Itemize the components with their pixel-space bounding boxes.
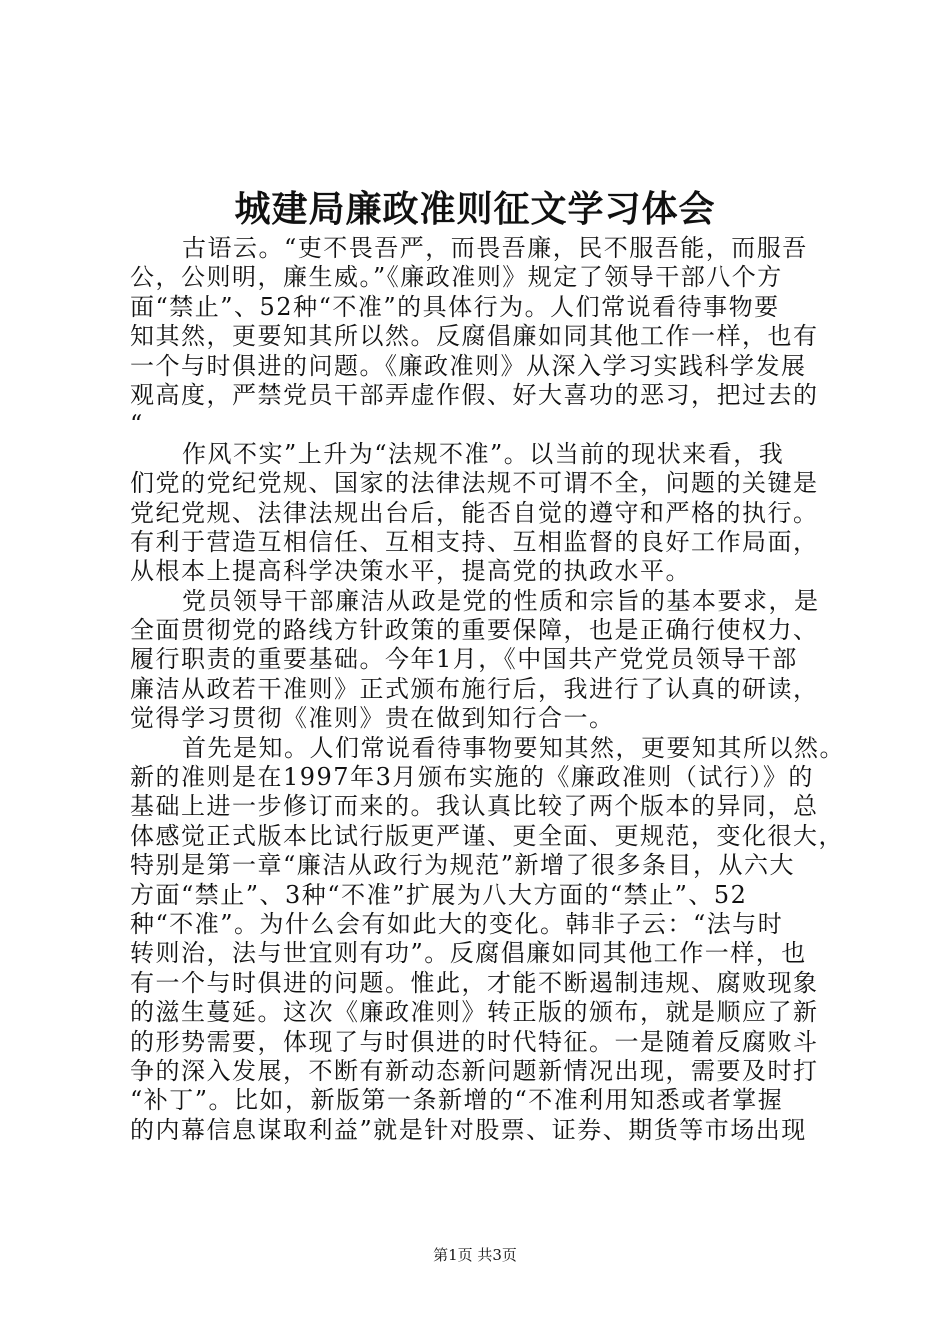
text-line: 首先是知。人们常说看待事物要知其然，更要知其所以然。 [182,733,845,762]
text-line: 党员领导干部廉洁从政是党的性质和宗旨的基本要求，是 [182,586,820,615]
text-line: 们党的党纪党规、国家的法律法规不可谓不全，问题的关键是 [130,469,819,498]
text-line: 觉得学习贯彻《准则》贵在做到知行合一。 [130,704,615,733]
text-line: 履行职责的重要基础。今年1月，《中国共产党党员领导干部 [130,645,798,674]
text-line: 公，公则明，廉生威。”《廉政准则》规定了领导干部八个方 [130,263,783,292]
text-line: 体感觉正式版本比试行版更严谨、更全面、更规范，变化很大， [130,821,844,850]
text-line: 基础上进一步修订而来的。我认真比较了两个版本的异同，总 [130,792,819,821]
text-line: 有利于营造互相信任、互相支持、互相监督的良好工作局面， [130,527,819,556]
text-line: 的形势需要，体现了与时俱进的时代特征。一是随着反腐败斗 [130,1027,819,1056]
text-line: 新的准则是在1997年3月颁布实施的《廉政准则（试行）》的 [130,763,814,792]
text-line: 全面贯彻党的路线方针政策的重要保障，也是正确行使权力、 [130,616,819,645]
text-line: 廉洁从政若干准则》正式颁布施行后，我进行了认真的研读， [130,674,819,703]
text-line: 转则治，法与世宜则有功”。反腐倡廉如同其他工作一样，也 [130,939,807,968]
text-line: 作风不实”上升为“法规不准”。以当前的现状来看，我 [182,439,785,468]
text-line: 党纪党规、法律法规出台后，能否自觉的遵守和严格的执行。 [130,498,819,527]
text-line: 观高度，严禁党员干部弄虚作假、好大喜功的恶习，把过去的 [130,380,819,409]
text-line: 的滋生蔓延。这次《廉政准则》转正版的颁布，就是顺应了新 [130,998,819,1027]
text-line: 有一个与时俱进的问题。惟此，才能不断遏制违规、腐败现象 [130,968,819,997]
text-line: “ [130,410,144,439]
page-number-footer: 第1页 共3页 [433,1246,517,1264]
document-title: 城建局廉政准则征文学习体会 [234,188,716,230]
text-line: 古语云。“吏不畏吾严，而畏吾廉，民不服吾能，而服吾 [182,234,808,262]
text-line: 的内幕信息谋取利益”就是针对股票、证券、期货等市场出现 [130,1115,807,1144]
text-line: 特别是第一章“廉洁从政行为规范”新增了很多条目，从六大 [130,851,796,880]
text-line: 种“不准”。为什么会有如此大的变化。韩非子云：“法与时 [130,909,784,938]
text-line: 从根本上提高科学决策水平，提高党的执政水平。 [130,557,691,586]
text-line: “补丁”。比如，新版第一条新增的“不准利用知悉或者掌握 [130,1086,784,1115]
text-line: 面“禁止”、52种“不准”的具体行为。人们常说看待事物要 [130,292,780,321]
text-line: 知其然，更要知其所以然。反腐倡廉如同其他工作一样，也有 [130,322,819,351]
text-line: 方面“禁止”、3种“不准”扩展为八大方面的“禁止”、52 [130,880,748,909]
document-body [130,234,845,1145]
text-line: 争的深入发展，不断有新动态新问题新情况出现，需要及时打 [130,1056,819,1085]
text-line: 一个与时俱进的问题。《廉政准则》从深入学习实践科学发展 [130,351,807,380]
